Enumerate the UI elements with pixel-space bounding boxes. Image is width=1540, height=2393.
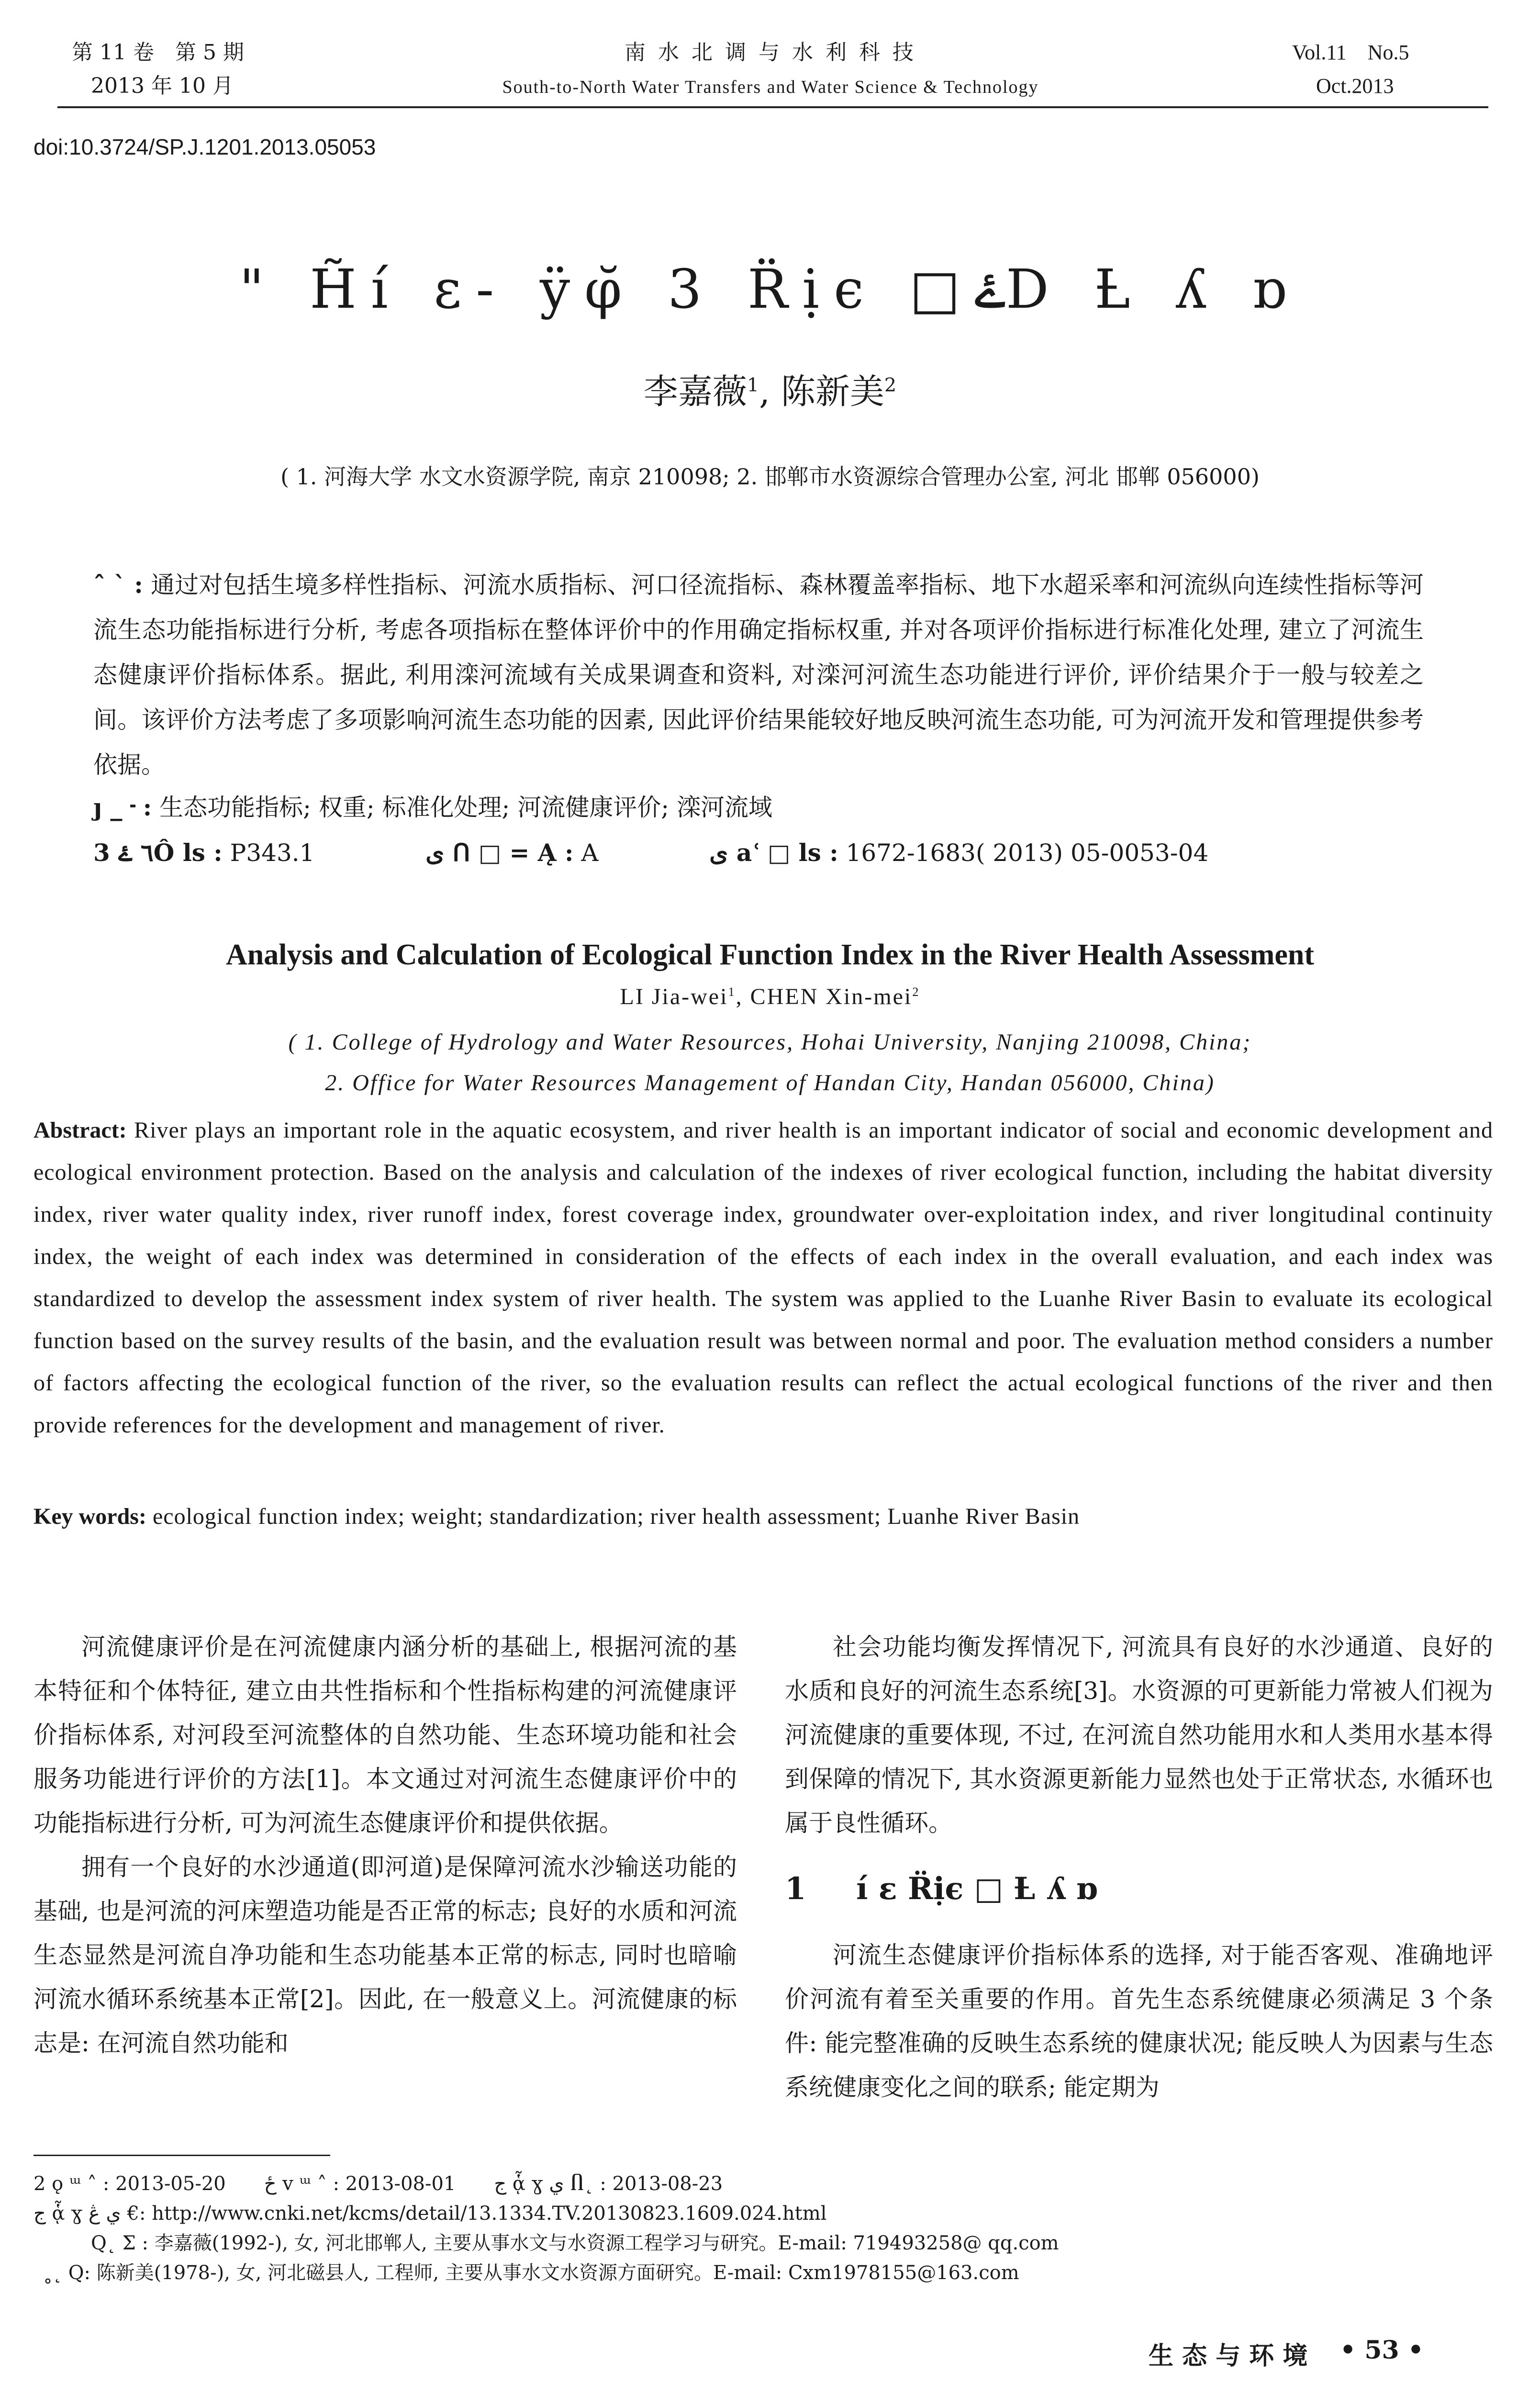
page-number: • 53 •: [1340, 2336, 1424, 2365]
author-en-2: CHEN Xin-mei: [750, 984, 913, 1009]
author-en-1-affil: 1: [728, 984, 736, 999]
journal-date: 2013 年 10 月: [91, 74, 234, 98]
footnotes: [33, 2169, 1469, 2288]
author-2: 陈新美: [781, 371, 884, 412]
clc-label: 3 ٦ ۓÔ ls :: [93, 839, 223, 867]
doi: doi:10.3724/SP.J.1201.2013.05053: [33, 134, 376, 159]
classification-line: [93, 830, 1424, 875]
author-sep: ,: [759, 371, 781, 412]
clc-number: P343.1: [230, 839, 315, 867]
title-zh: " H̃í ε‑ ÿφ̆ 3 R̈ịє □ۓD Ƚ ʎ ɒ: [239, 258, 1301, 321]
body-paragraph: 社会功能均衡发挥情况下, 河流具有良好的水沙通道、良好的水质和良好的河流生态系统[3]。水资源的可更新能力常被人们视为河流健康的重要体现, 不过, 在河流自然功能用水和人类用水基本得到保障的情况下, 其水资源更新能力显然也处于正常状态, 水循环也属于良性循环。: [785, 1633, 1493, 1837]
journal-volume-issue: 第 11 卷 第 5 期: [72, 40, 244, 65]
body-paragraph: 河流健康评价是在河流健康内涵分析的基础上, 根据河流的基本特征和个体特征, 建立由共性指标和个性指标构建的河流健康评价指标体系, 对河段至河流整体的自然功能、生态环境功能和社会服务功能进行评价的方法[1]。本文通过对河流生态健康评价中的功能指标进行分析, 可为河流生态健康评价和提供依据。: [33, 1633, 737, 1837]
keywords-en-label: Key words:: [33, 1504, 146, 1529]
author-en-sep: ,: [736, 984, 750, 1009]
keywords-en-text: ecological function index; weight; standardization; river health assessment; Luanhe River Basin: [152, 1504, 1080, 1529]
footnote-dates: 2 ǫ ᵚ ˄ : 2013-05-20 ځ ⅴ ᵚ ˄ : 2013-08-01 ج ᾇ ɣ ي Ⴖ˛ : 2013-08-23: [33, 2173, 723, 2195]
footnote-online-url: ج ᾇ ɣ ي ڠ €: http://www.cnki.net/kcms/detail/13.1334.TV.20130823.1609.024.html: [33, 2203, 827, 2225]
body-left-column: [33, 1625, 737, 2065]
footnote-rule: [33, 2155, 330, 2156]
keywords-zh-text: 生态功能指标; 权重; 标准化处理; 河流健康评价; 滦河流域: [159, 794, 773, 821]
author-en-1: LI Jia-wei: [620, 984, 728, 1009]
journal-volume-en: Vol.11 No.5: [1292, 41, 1409, 64]
body-paragraph: 河流生态健康评价指标体系的选择, 对于能否客观、准确地评价河流有着至关重要的作用。首先生态系统健康必须满足 3 个条件: 能完整准确的反映生态系统的健康状况; 能反映人为因素与生态系统健康变化之间的联系; 能定期为: [785, 1941, 1493, 2101]
journal-date-en: Oct.2013: [1316, 74, 1394, 98]
abstract-en: [33, 1109, 1493, 1446]
doc-code-label: ی ᑎ □ = Ą :: [425, 839, 574, 867]
journal-name-zh: 南 水 北 调 与 水 利 科 技: [625, 40, 916, 65]
affiliation-en-2: 2. Office for Water Resources Management of Handan City, Handan 056000, China): [325, 1070, 1215, 1096]
affiliation-zh: ( 1. 河海大学 水文水资源学院, 南京 210098; 2. 邯郸市水资源综合管理办公室, 河北 邯郸 056000): [280, 464, 1260, 490]
abstract-en-label: Abstract:: [33, 1118, 127, 1143]
header-rule: [57, 106, 1488, 108]
affiliation-en-1: ( 1. College of Hydrology and Water Resources, Hohai University, Nanjing 210098, China;: [288, 1029, 1252, 1055]
footnote-author-2: ˳˛ Q: 陈新美(1978-), 女, 河北磁县人, 工程师, 主要从事水文水资源方面研究。E-mail: Cxm1978155@163.com: [43, 2262, 1019, 2284]
authors-en: [0, 984, 1540, 1010]
body-paragraph: 拥有一个良好的水沙通道(即河道)是保障河流水沙输送功能的基础, 也是河流的河床塑造功能是否正常的标志; 良好的水质和河流生态显然是河流自净功能和生态功能基本正常的标志, 同时也暗喻河流水循环系统基本正常[2]。因此, 在一般意义上。河流健康的标志是: 在河流自然功能和: [33, 1853, 737, 2057]
footnote-author-1: Q˛ Σ : 李嘉薇(1992-), 女, 河北邯郸人, 主要从事水文与水资源工程学习与研究。E-mail: 719493258@ qq.com: [91, 2232, 1059, 2254]
title-en: Analysis and Calculation of Ecological Function Index in the River Health Assessment: [225, 939, 1315, 971]
section-footer-label: 生 态 与 环 境: [1149, 2342, 1308, 2371]
body-right-column: [785, 1625, 1493, 2109]
keywords-zh: [93, 785, 1424, 830]
keywords-zh-label: ȷ _ ᠊ :: [93, 793, 152, 821]
abstract-zh-text: 通过对包括生境多样性指标、河流水质指标、河口径流指标、森林覆盖率指标、地下水超采率和河流纵向连续性指标等河流生态功能指标进行分析, 考虑各项指标在整体评价中的作用确定指标权重, 并对各项评价指标进行标准化处理, 建立了河流生态健康评价指标体系。据此, 利用滦河流域有关成果调查和资料, 对滦河河流生态功能进行评价, 评价结果介于一般与较差之间。该评价方法考虑了多项影响河流生态功能的因素, 因此评价结果能较好地反映河流生态功能, 可为河流开发和管理提供参考依据。: [93, 571, 1424, 779]
journal-name-en: South-to-North Water Transfers and Water Science & Technology: [502, 77, 1039, 97]
article-id-label: ی aՙ □ ls :: [709, 839, 838, 867]
section-title: í ε R̈ịє □ Ƚ ʎ ɒ: [856, 1871, 1098, 1907]
abstract-en-text: River plays an important role in the aquatic ecosystem, and river health is an important indicator of social and economic development and ecological environment protection. Based on the analysis and calculation of the indexes of river ecological function, including the habitat diversity index, river water quality index, river runoff index, forest coverage index, groundwater over-exploitation index, and river longitudinal continuity index, the weight of each index was determined in consideration of the effects of each index in the overall evaluation, and each index was standardized to develop the assessment index system of river health. The system was applied to the Luanhe River Basin to evaluate its ecological function based on the survey results of the basin, and the evaluation result was between normal and poor. The evaluation method considers a number of factors affecting the ecological function of the river, so the evaluation results can reflect the actual ecological functions of the river and then provide references for the development and management of river.: [33, 1118, 1494, 1438]
abstract-zh-label: ˆ ˋ :: [93, 570, 143, 599]
section-heading: [785, 1867, 1493, 1911]
author-2-affil: 2: [884, 374, 897, 396]
author-en-2-affil: 2: [912, 984, 920, 999]
doc-code: A: [581, 839, 599, 867]
article-id: 1672-1683( 2013) 05-0053-04: [846, 839, 1209, 867]
author-1: 李嘉薇: [643, 371, 747, 412]
keywords-en: [33, 1496, 1493, 1538]
abstract-zh: [93, 562, 1424, 787]
authors-zh: [0, 364, 1540, 414]
section-number: 1: [785, 1871, 806, 1907]
author-1-affil: 1: [747, 374, 759, 396]
